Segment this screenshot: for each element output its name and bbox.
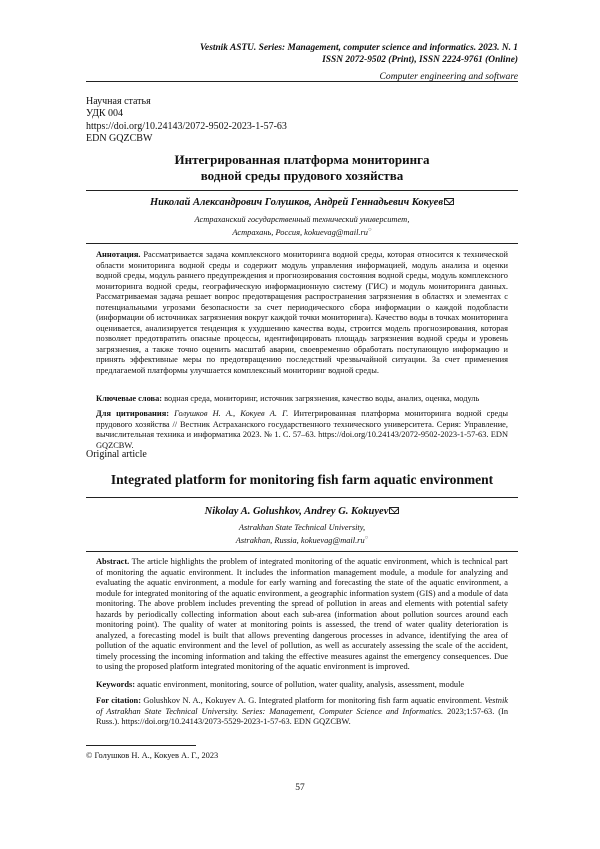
title-divider-ru (86, 190, 518, 191)
copyright-note: © Голушков Н. А., Кокуев А. Г., 2023 (86, 751, 219, 760)
citation-en-label: For citation: (96, 696, 141, 705)
mail-icon-en[interactable] (389, 507, 399, 514)
affil-en-line-1: Astrakhan State Technical University, (238, 523, 366, 532)
affil-divider-ru (86, 243, 518, 244)
footnote-divider (86, 745, 196, 746)
abstract-ru-label: Аннотация. (96, 250, 141, 259)
orcid-icon-en[interactable]: ○ (364, 535, 369, 541)
citation-ru-authors: Голушков Н. А., Кокуев А. Г. (174, 409, 289, 418)
original-article-label: Original article (86, 449, 147, 460)
citation-en (96, 696, 508, 728)
title-ru-line-2: водной среды прудового хозяйства (200, 168, 404, 183)
keywords-en-label: Keywords: (96, 680, 136, 689)
affil-divider-en (86, 551, 518, 552)
citation-en-text-2: 2023;1:57-63. (In Russ.). https://doi.org/10.24143/2073-5529-2023-1-57-63. EDN GQZCBW. (96, 706, 509, 726)
journal-header (48, 42, 518, 66)
doi-link[interactable]: https://doi.org/10.24143/2072-9502-2023-1-57-63 (86, 120, 287, 132)
abstract-ru (96, 250, 508, 376)
header-divider (86, 81, 518, 82)
citation-ru (96, 409, 508, 451)
article-type: Научная статья (86, 96, 151, 107)
title-ru (86, 152, 518, 184)
journal-line-1: Vestnik ASTU. Series: Management, computer science and informatics. 2023. N. 1 (199, 43, 518, 53)
article-meta (86, 96, 287, 145)
affil-ru-line-2: Астрахань, Россия, kokuevag@mail.ru (232, 227, 368, 237)
abstract-ru-text: Рассматривается задача комплексного мониторинга водной среды, которая относится к технической области мониторинга водной среды и содержит модуль управления информацией, модуль анализа и оценки водной среды, модуль раннего предупреждения и прогнозирования состояния водной среды, модуль комплексного мониторинга водной среды, географическую информационную систему (ГИС) и модуль мониторинга данных. Рассматриваемая задача решает вопрос предотвращения распространения загрязнения в областях и элементах с потенциальными угрозами безопасности за счет периодического сбора информации о каждой подобласти (информации об источниках загрязнения вокруг каждой точки мониторинга). Качество воды в точках мониторинга оценивается, анализируется тенденция к ухудшению качества воды, строится модель прогнозирования, которая позволяет предотвратить опасные процессы, идентифицировать площадь загрязнения водной среды и уровень загрязнения, а также точно оценить масштаб аварии, своевременно обработать поступающую информацию и принять эффективные меры по предотвращению последствий чрезвычайной ситуации. За счет применения предлагаемой платформы улучшается комплексный мониторинг водной среды. (96, 250, 508, 375)
edn-code: EDN GQZCBW (86, 132, 153, 144)
abstract-en-text: The article highlights the problem of integrated monitoring of the aquatic environment, which is technical part of monitoring the aquatic environment. It includes the information management module, a module for analyzing and evaluating the aquatic environment, a module for early warning and forecasting the state of the aquatic environment, a module for integrated monitoring of the aquatic environment, a geographic information system (GIS) and a module of data monitoring. The above problem includes preventing the spread of pollution in areas and elements with potential safety hazards by periodically collecting information about each sub-area (information about pollution sources around each monitoring point). The quality of water at monitoring points is assessed, the trend of water quality deterioration is analyzed, a forecasting model is built that allows preventing dangerous processes in advance, identifying the area of pollution of the aquatic environment and the level of pollution, as well as accurately assessing the scale of the accident, timely processing the incoming information and taking the effective measures against the emergency consequences. Due to using the proposed platform integrated monitoring of the aquatic environment is improved. (96, 557, 508, 671)
udc-code: УДК 004 (86, 108, 124, 120)
keywords-en-text: aquatic environment, monitoring, source of pollution, water quality, analysis, assessment, module (137, 680, 465, 689)
affiliation-ru (86, 214, 518, 238)
authors-ru-text: Николай Александрович Голушков, Андрей Геннадьевич Кокуев (149, 197, 444, 208)
citation-en-text-1: Golushkov N. A., Kokuyev A. G. Integrated platform for monitoring fish farm aquatic environment. (143, 696, 482, 705)
title-en: Integrated platform for monitoring fish farm aquatic environment (110, 472, 494, 487)
keywords-en (96, 680, 508, 691)
citation-ru-text: Интегрированная платформа мониторинга водной среды прудового хозяйства // Вестник Астраханского государственного технического университета. Серия: Управление, вычислительная техника и информатика 2023. № 1. С. 57–63. https://doi.org/10.24143/2072-9502-2023-1-57-63. EDN GQZCBW. (96, 409, 509, 450)
journal-section: Computer engineering and software (379, 71, 518, 82)
keywords-ru-text: водная среда, мониторинг, источник загрязнения, качество воды, анализ, оценка, модуль (164, 394, 480, 403)
keywords-ru (96, 394, 508, 405)
orcid-icon[interactable]: ○ (367, 227, 372, 233)
abstract-en-label: Abstract. (96, 557, 130, 566)
citation-ru-label: Для цитирования: (96, 409, 170, 418)
keywords-ru-label: Ключевые слова: (96, 394, 163, 403)
title-ru-line-1: Интегрированная платформа мониторинга (174, 152, 430, 167)
authors-ru (86, 197, 518, 208)
authors-en (86, 506, 518, 517)
title-divider-en (86, 497, 518, 498)
affiliation-en (86, 522, 518, 546)
mail-icon[interactable] (444, 198, 454, 205)
affil-en-line-2: Astrakhan, Russia, kokuevag@mail.ru (235, 535, 365, 545)
page-number: 57 (295, 783, 305, 793)
affil-ru-line-1: Астраханский государственный технический университет, (194, 215, 410, 224)
journal-line-2: ISSN 2072-9502 (Print), ISSN 2224-9761 (Online) (322, 55, 518, 66)
abstract-en (96, 557, 508, 673)
authors-en-text: Nikolay A. Golushkov, Andrey G. Kokuyev (204, 506, 389, 517)
citation-en-journal: Vestnik of Astrakhan State Technical University. Series: Management, Computer Science and Informatics. (96, 696, 509, 716)
